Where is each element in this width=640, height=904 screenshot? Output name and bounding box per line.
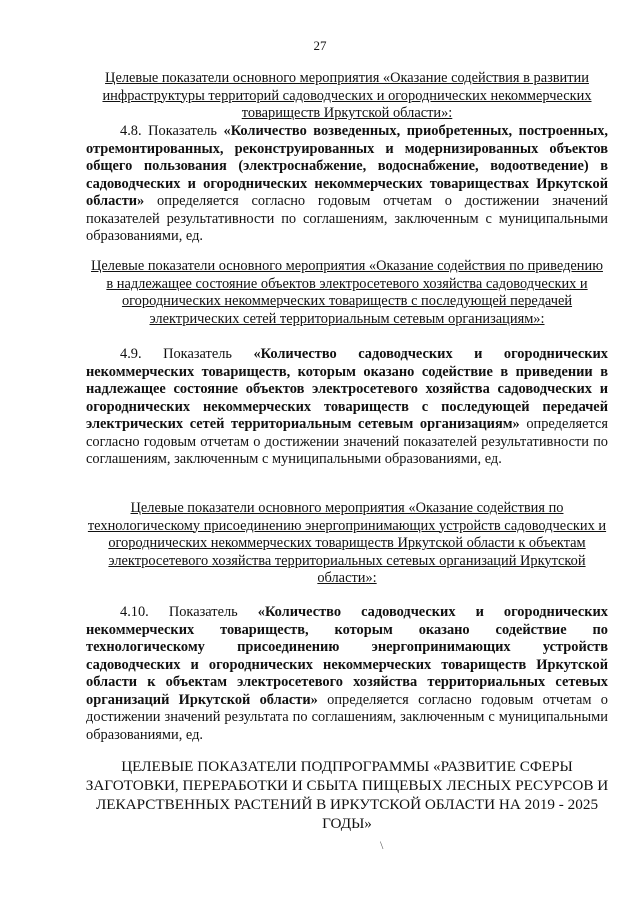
indicator-number: 4.8. [120,123,142,139]
indicator-lead: Показатель [141,123,224,139]
indicator-paragraph-4-8 [86,123,608,246]
indicator-paragraph-4-9 [86,346,608,469]
stray-mark: \ [380,838,384,852]
section-heading-grid-restoration: Целевые показатели основного мероприятия «Оказание содействия по приведению в надлежащее состояние объектов электросетевого хозяйства садоводческих и огороднических некоммерческих товариществ с последующей передачей электрических сетей территориальным сетевым организациям»: [91,258,603,327]
page-number: 27 [313,38,327,53]
subprogram-title: ЦЕЛЕВЫЕ ПОКАЗАТЕЛИ ПОДПРОГРАММЫ «РАЗВИТИЕ СФЕРЫ ЗАГОТОВКИ, ПЕРЕРАБОТКИ И СБЫТА ПИЩЕВЫХ ЛЕСНЫХ РЕСУРСОВ И ЛЕКАРСТВЕННЫХ РАСТЕНИЙ В ИРКУТСКОЙ ОБЛАСТИ НА 2019 - 2025 ГОДЫ» [85,758,609,832]
indicator-number: 4.9. [120,346,142,362]
section-heading-infrastructure: Целевые показатели основного мероприятия «Оказание содействия в развитии инфраструктуры территорий садоводческих и огороднических некоммерческих товариществ Иркутской области»: [102,70,592,121]
indicator-name: «Количество садоводческих и огороднических некоммерческих товариществ, которым оказано содействие в приведении в надлежащее состояние объектов электросетевого хозяйства садоводческих и огороднических некоммерческих товариществ с последующей передачей электрических сетей территориальным сетевым организациям» [86,346,608,432]
indicator-lead: Показатель [141,346,254,362]
indicator-name: «Количество возведенных, приобретенных, построенных, отремонтированных, реконструированных и модернизированных объектов общего пользования (электроснабжение, водоснабжение, водоотведение) в садоводческих и огороднических некоммерческих товариществах Иркутской области» [86,123,608,209]
indicator-paragraph-4-10 [86,604,608,744]
indicator-description: определяется согласно годовым отчетам о достижении значений показателей результативности по соглашениям, заключенным с муниципальными образованиями, ед. [86,193,608,244]
indicator-number: 4.10. [120,604,149,620]
indicator-description: определяется согласно годовым отчетам о достижении значений показателей результативности по соглашениям, заключенным с муниципальными образованиями, ед. [86,416,608,467]
indicator-description: определяется согласно годовым отчетам о достижении значений результата по соглашениям, заключенным с муниципальными образованиями, ед. [86,691,608,743]
section-heading-grid-connection: Целевые показатели основного мероприятия «Оказание содействия по технологическому присоединению энергопринимающих устройств садоводческих и огороднических некоммерческих товариществ Иркутской области к объектам электросетевого хозяйства территориальных сетевых организаций Иркутской области»: [87,500,607,586]
indicator-lead: Показатель [148,604,258,620]
indicator-name: «Количество садоводческих и огороднических некоммерческих товариществ, которым оказано содействие по технологическому присоединению энергопринимающих устройств садоводческих и огороднических некоммерческих товариществ Иркутской области к объектам электросетевого хозяйства территориальных сетевых организаций Иркутской области» [86,604,608,708]
